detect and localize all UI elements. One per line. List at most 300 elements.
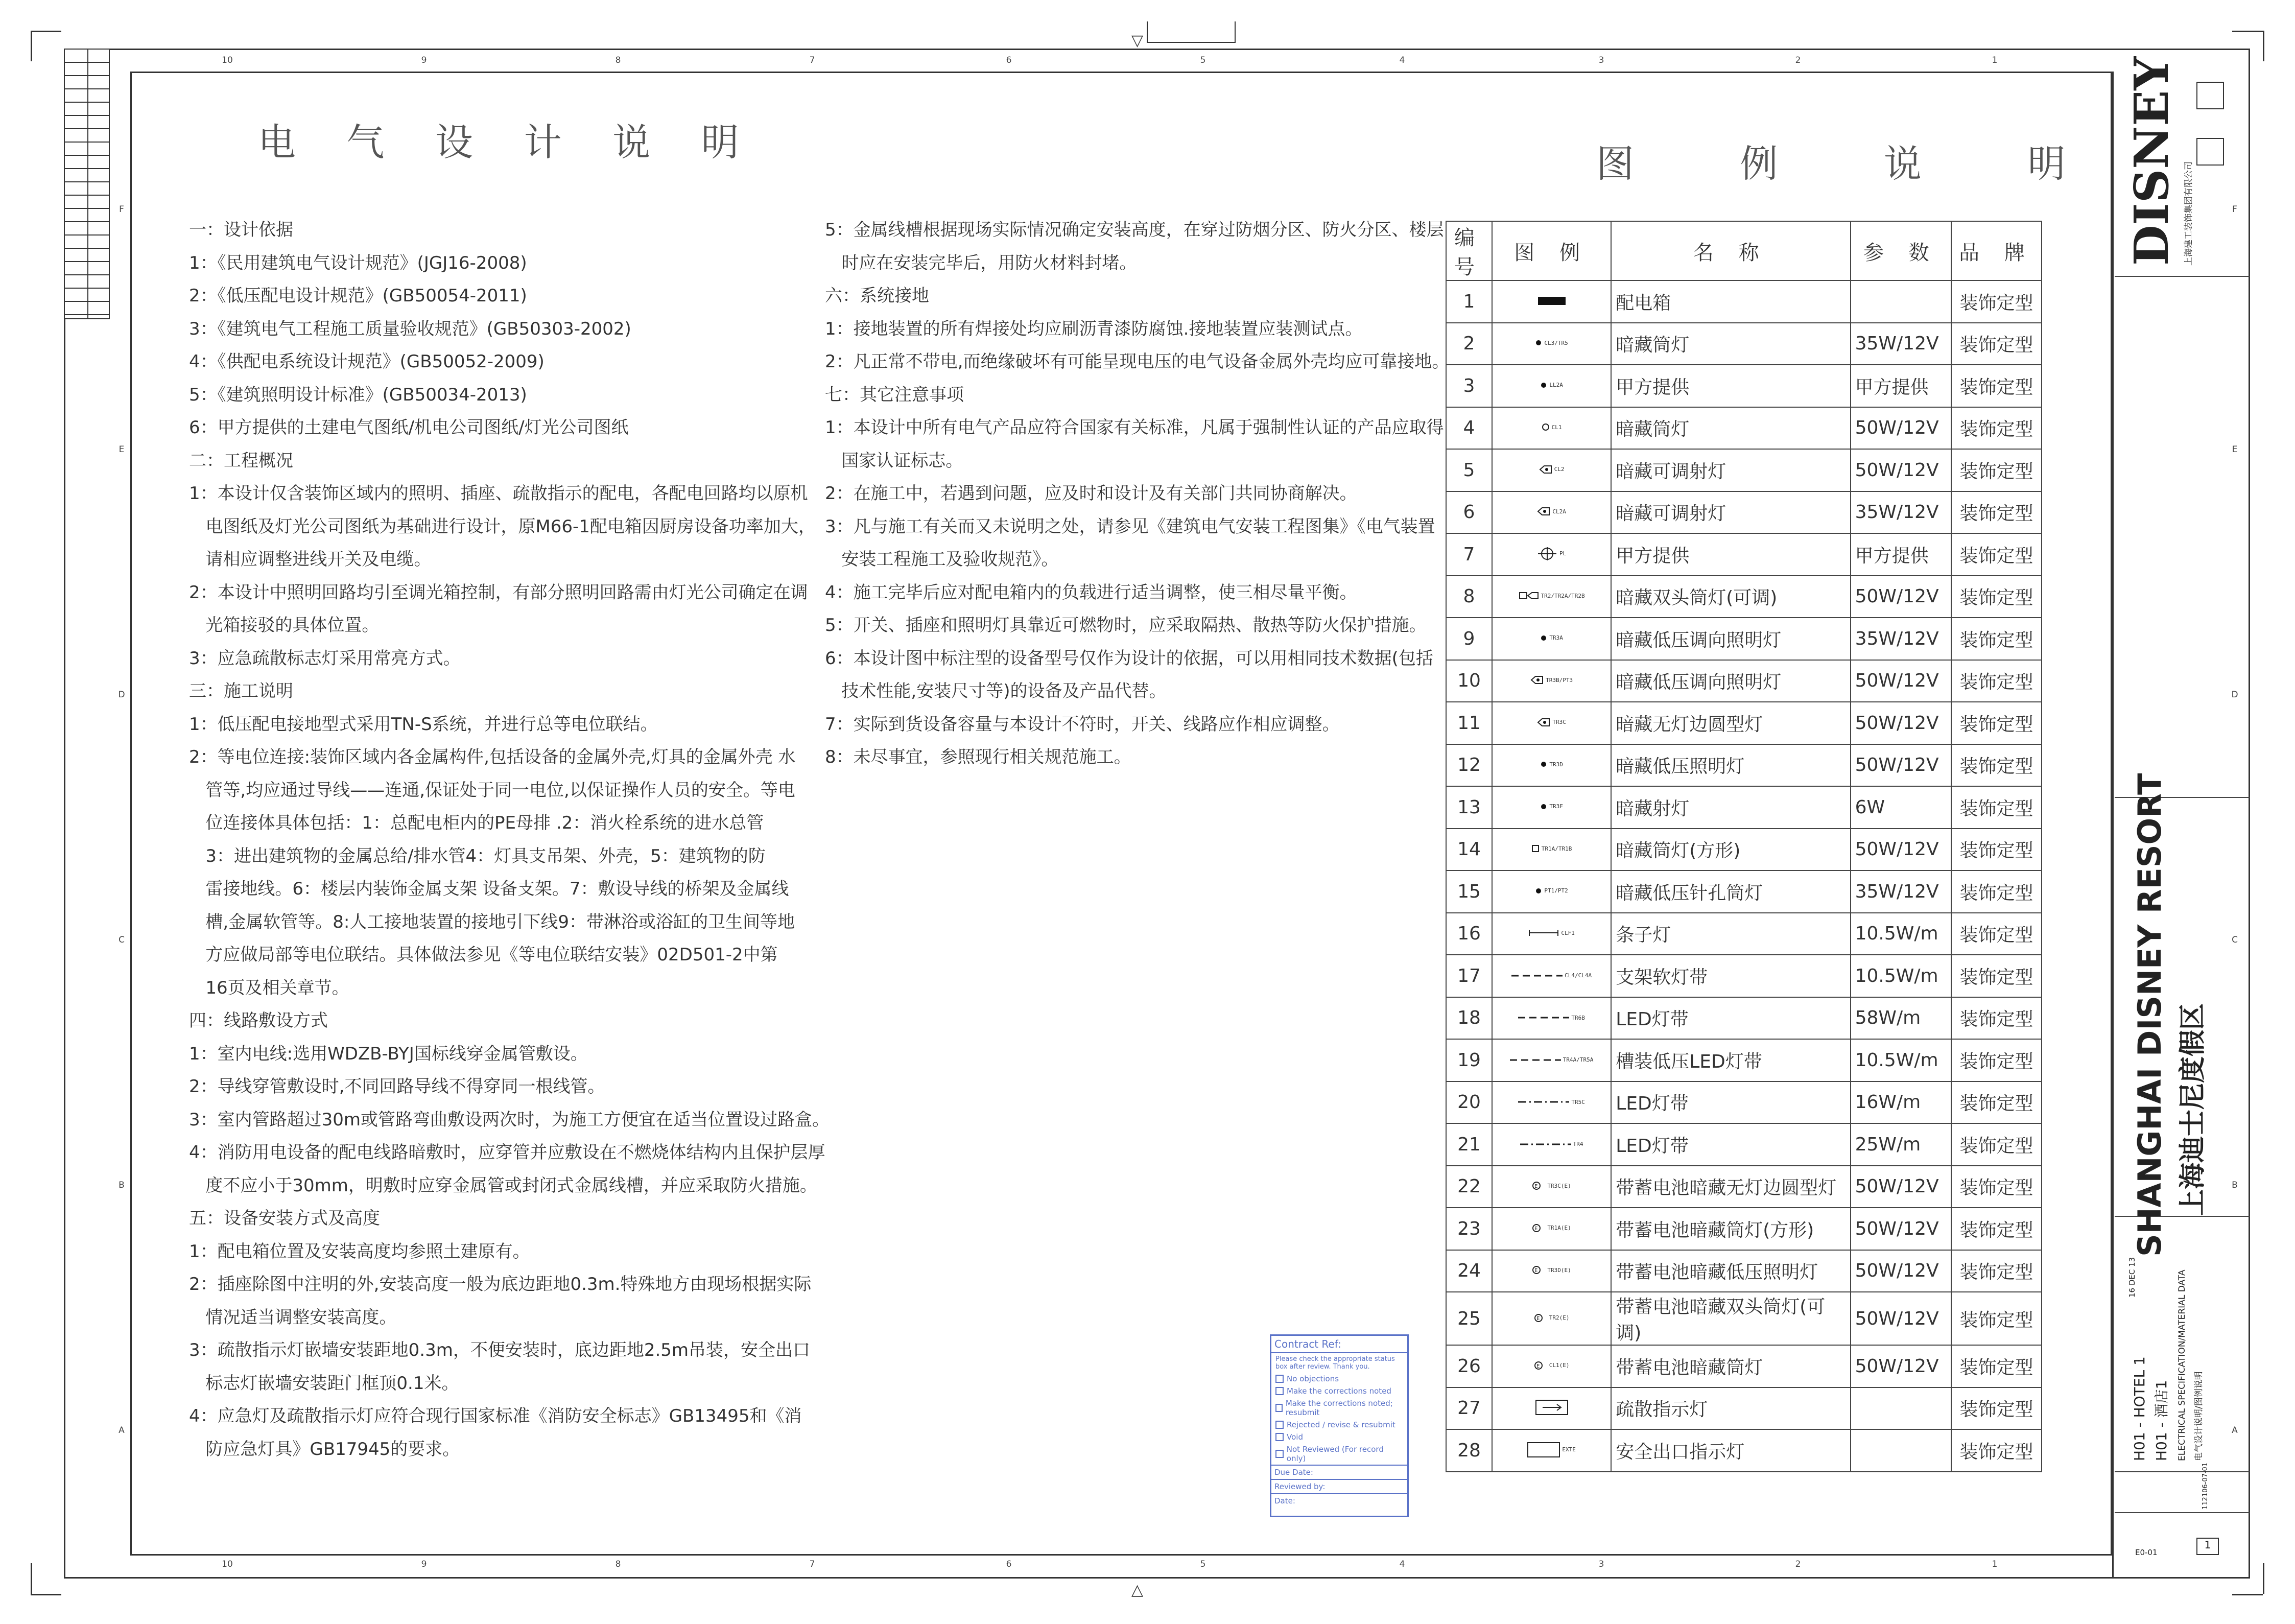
grid-row-label: E [119,444,125,455]
symbol-code: TR5C [1571,1098,1585,1105]
sheet-title-cn: 电气设计说明/图例说明 [2194,1371,2204,1461]
note-line: 位连接体具体包括：1：总配电柜内的PE母排 .2：消火栓系统的进水总管 [189,813,764,833]
grid-row-label: C [119,935,125,945]
stamp-option-label: Not Reviewed (For record only) [1286,1445,1384,1463]
legend-number: 3 [1446,365,1492,407]
resort-name-en: SHANGHAI DISNEY RESORT [2131,773,2168,1257]
note-line: 3：进出建筑物的金属总给/排水管4：灯具支吊架、外壳，5：建筑物的防 [189,845,766,866]
legend-row [1446,1208,2042,1250]
grid-column-label: 8 [615,1559,621,1569]
legend-brand: 装饰定型 [1951,280,2042,323]
legend-symbol [1492,533,1611,576]
legend-brand: 装饰定型 [1951,1123,2042,1166]
note-line: 5：开关、插座和照明灯具靠近可燃物时，应采取隔热、散热等防火保护措施。 [825,615,1427,636]
legend-number: 28 [1446,1429,1492,1472]
legend-param: 50W/12V [1851,1250,1951,1292]
legend-number: 17 [1446,955,1492,997]
legend-row [1446,997,2042,1040]
symbol-code: TR3C [1552,719,1566,726]
header-no: 编号 [1446,221,1492,280]
disney-logo: DISNEY [2124,56,2179,266]
legend-row [1446,1292,2042,1345]
legend-symbol [1492,913,1611,955]
stamp-option[interactable] [1271,1397,1407,1419]
note-line: 国家认证标志。 [825,450,963,471]
legend-symbol [1492,1429,1611,1472]
note-line: 4：消防用电设备的配电线路暗敷时，应穿管并应敷设在不燃烧体结构内且保护层厚 [189,1142,825,1163]
note-line: 槽,金属软管等。8:人工接地装置的接地引下线9：带淋浴或浴缸的卫生间等地 [189,911,795,932]
symbol-code: CL1 [1551,423,1562,431]
legend-name: 带蓄电池暗藏筒灯 [1611,1345,1850,1387]
legend-name: 带蓄电池暗藏双头筒灯(可调) [1611,1292,1850,1345]
legend-number: 14 [1446,829,1492,871]
adjustable-spotlight-icon [1530,675,1573,685]
grid-column-label: 8 [615,55,621,65]
note-line: 1：本设计仅含装饰区域内的照明、插座、疏散指示的配电，各配电回路均以原机 [189,483,808,504]
legend-symbol [1492,1387,1611,1430]
grid-column-label: 3 [1598,1559,1604,1569]
legend-brand: 装饰定型 [1951,491,2042,534]
grid-row-label: B [119,1180,125,1190]
note-line: 3：室内管路超过30m或管路弯曲敷设两次时，为施工方便宜在适当位置设过路盒。 [189,1109,830,1130]
led-strip-icon [1510,1056,1594,1063]
svg-text:E: E [1534,1184,1538,1190]
symbol-code: TR1A(E) [1547,1225,1571,1232]
legend-row [1446,491,2042,534]
legend-name: 暗藏筒灯 [1611,407,1850,450]
legend-number: 15 [1446,870,1492,913]
stamp-option[interactable] [1271,1385,1407,1397]
legend-param: 50W/12V [1851,576,1951,618]
legend-number: 16 [1446,913,1492,955]
crop-mark [31,1594,61,1595]
stamp-option[interactable] [1271,1443,1407,1465]
legend-param [1851,280,1951,323]
legend-symbol [1492,702,1611,744]
legend-brand: 装饰定型 [1951,1387,2042,1430]
header-symbol: 图 例 [1492,221,1611,280]
crop-mark [2232,1594,2263,1595]
legend-brand: 装饰定型 [1951,1208,2042,1250]
checkbox[interactable] [1275,1387,1284,1395]
stamp-footer-field: Date: [1271,1493,1407,1508]
stamp-footer-field: Reviewed by: [1271,1479,1407,1493]
grid-column-label: 7 [809,1559,815,1569]
legend-param: 50W/12V [1851,407,1951,450]
legend-brand: 装饰定型 [1951,449,2042,491]
adjustable-spotlight-icon [1539,465,1565,474]
legend-number: 20 [1446,1081,1492,1124]
symbol-code: TR2(E) [1549,1314,1570,1321]
symbol-code: TR3A [1549,634,1563,642]
legend-param: 35W/12V [1851,870,1951,913]
grid-row-label: F [2232,204,2237,215]
note-line: 方应做局部等电位联结。具体做法参见《等电位联结安装》02D501-2中第 [189,945,778,965]
symbol-code: TR2/TR2A/TR2B [1541,592,1585,599]
legend-brand: 装饰定型 [1951,829,2042,871]
emergency-light-icon [1532,1181,1571,1190]
legend-number: 18 [1446,997,1492,1040]
emergency-light-icon [1534,1361,1570,1370]
legend-symbol [1492,407,1611,450]
project-name: H01 - HOTEL 1 [2131,1356,2148,1461]
company-name: 上海建工装饰集团有限公司 [2184,161,2194,266]
stamp-option-label: No objections [1287,1374,1339,1383]
note-line: 5：金属线槽根据现场实际情况确定安装高度，在穿过防烟分区、防火分区、楼层 [825,220,1444,240]
legend-number: 25 [1446,1292,1492,1345]
symbol-code: TR6B [1571,1014,1585,1021]
symbol-code: PT1/PT2 [1544,887,1568,895]
note-line: 6：甲方提供的土建电气图纸/机电公司图纸/灯光公司图纸 [189,417,629,438]
double-head-light-icon [1519,591,1585,600]
legend-number: 13 [1446,786,1492,829]
downlight-icon [1540,634,1563,642]
legend-param: 甲方提供 [1851,365,1951,407]
symbol-code: TR3F [1549,803,1563,810]
svg-text:E: E [1536,1363,1540,1369]
legend-name: 带蓄电池暗藏无灯边圆型灯 [1611,1166,1850,1208]
emergency-light-icon [1532,1223,1571,1233]
legend-symbol [1492,365,1611,407]
legend-symbol [1492,955,1611,997]
grid-column-label: 10 [222,1559,233,1569]
resort-name-cn: 上海迪士尼度假区 [2178,1003,2208,1216]
square-downlight-icon [1531,844,1572,853]
legend-title: 图 例 说 明 [1596,142,2113,186]
legend-name: 配电箱 [1611,280,1850,323]
led-strip-icon [1518,1015,1585,1021]
note-line: 管等,均应通过导线——连通,保证处于同一电位,以保证操作人员的安全。等电 [189,780,795,801]
legend-symbol [1492,829,1611,871]
grid-row-label: D [118,690,125,700]
grid-column-label: 6 [1006,1559,1012,1569]
legend-row [1446,323,2042,365]
legend-brand: 装饰定型 [1951,786,2042,829]
note-line: 2：在施工中，若遇到问题，应及时和设计及有关部门共同协商解决。 [825,483,1357,504]
note-line: 六：系统接地 [825,286,929,306]
note-line: 五：设备安装方式及高度 [189,1208,380,1229]
legend-param: 50W/12V [1851,1292,1951,1345]
note-line: 安装工程施工及验收规范》。 [825,549,1059,570]
legend-name: LED灯带 [1611,997,1850,1040]
project-number: 112106-07-01 [2202,1462,2209,1510]
legend-param: 10.5W/m [1851,1039,1951,1081]
company-logo-icon [2196,82,2224,109]
legend-name: 暗藏低压调向照明灯 [1611,660,1850,702]
legend-row [1446,955,2042,997]
legend-symbol [1492,1292,1611,1345]
checkbox[interactable] [1275,1450,1284,1458]
note-line: 8：未尽事宜，参照现行相关规范施工。 [825,747,1131,767]
legend-name: 槽装低压LED灯带 [1611,1039,1850,1081]
symbol-code: TR3D(E) [1547,1266,1571,1274]
ring-downlight-icon [1542,423,1562,431]
grid-column-label: 4 [1399,55,1405,65]
legend-param: 50W/12V [1851,1166,1951,1208]
legend-symbol [1492,280,1611,323]
legend-name: 安全出口指示灯 [1611,1429,1850,1472]
legend-symbol [1492,1081,1611,1124]
legend-number: 8 [1446,576,1492,618]
legend-name: 暗藏射灯 [1611,786,1850,829]
divider [2115,1471,2250,1472]
legend-param: 50W/12V [1851,829,1951,871]
center-mark-top: ▽ [1131,32,1144,50]
legend-name: 暗藏低压调向照明灯 [1611,618,1850,660]
grid-row-label: A [119,1425,125,1435]
legend-param: 50W/12V [1851,449,1951,491]
legend-row [1446,786,2042,829]
stamp-option[interactable] [1271,1373,1407,1385]
symbol-code: TR4 [1573,1141,1583,1147]
note-line: 防应急灯具》GB17945的要求。 [189,1439,460,1460]
note-line: 3：应急疏散标志灯采用常亮方式。 [189,648,461,669]
note-line: 二：工程概况 [189,450,293,471]
legend-row [1446,533,2042,576]
symbol-code: LL2A [1549,382,1563,389]
legend-param: 50W/12V [1851,660,1951,702]
grid-column-label: 9 [421,1559,427,1569]
legend-brand: 装饰定型 [1951,533,2042,576]
legend-number: 27 [1446,1387,1492,1430]
legend-name: 暗藏低压照明灯 [1611,744,1850,787]
legend-number: 22 [1446,1166,1492,1208]
legend-symbol [1492,1208,1611,1250]
downlight-icon [1540,761,1563,768]
note-line: 1：低压配电接地型式采用TN-S系统，并进行总等电位联结。 [189,714,658,735]
note-line: 标志灯嵌墙安装距门框顶0.1米。 [189,1373,459,1394]
symbol-code: TR3D [1549,761,1563,768]
note-line: 技术性能,安装尺寸等)的设备及产品代替。 [825,681,1167,701]
legend-symbol [1492,660,1611,702]
svg-text:E: E [1534,1268,1538,1274]
symbol-code: CL4/CL4A [1565,972,1592,979]
emergency-light-icon [1534,1313,1570,1323]
legend-symbol [1492,1345,1611,1387]
checkbox[interactable] [1275,1433,1284,1441]
stamp-option-label: Void [1287,1432,1303,1442]
grid-column-label: 2 [1795,1559,1801,1569]
note-line: 度不应小于30mm，明敷时应穿金属管或封闭式金属线槽，并应采取防火措施。 [189,1175,817,1196]
exit-sign-icon [1527,1442,1576,1457]
note-line: 2：等电位连接:装饰区域内各金属构件,包括设备的金属外壳,灯具的金属外壳 水 [189,747,796,767]
checkbox[interactable] [1275,1375,1284,1383]
stamp-title: Contract Ref: [1271,1336,1407,1353]
revision-number: 1 [2196,1538,2219,1555]
legend-name: 甲方提供 [1611,533,1850,576]
crop-mark [31,31,32,61]
grid-column-label: 3 [1598,55,1604,65]
legend-name: 带蓄电池暗藏低压照明灯 [1611,1250,1850,1292]
legend-row [1446,1081,2042,1124]
legend-brand: 装饰定型 [1951,576,2042,618]
symbol-code: CL1(E) [1549,1362,1570,1369]
legend-row [1446,660,2042,702]
legend-row [1446,365,2042,407]
project-name-cn: H01 - 酒店1 [2153,1380,2170,1461]
design-notes-right [825,214,1449,774]
legend-row [1446,1039,2042,1081]
legend-symbol [1492,1039,1611,1081]
legend-brand: 装饰定型 [1951,365,2042,407]
legend-row [1446,449,2042,491]
legend-number: 12 [1446,744,1492,787]
legend-param: 16W/m [1851,1081,1951,1124]
note-line: 请相应调整进线开关及电缆。 [189,549,432,570]
legend-brand: 装饰定型 [1951,997,2042,1040]
legend-number: 1 [1446,280,1492,323]
revision-strip [64,49,110,319]
grid-row-label: B [2232,1180,2238,1190]
grid-column-label: 5 [1200,1559,1206,1569]
crop-mark [31,1563,32,1594]
checkbox[interactable] [1275,1404,1283,1412]
legend-name: 暗藏筒灯(方形) [1611,829,1850,871]
legend-param: 58W/m [1851,997,1951,1040]
symbol-code: TR3B/PT3 [1546,676,1573,684]
brand-block [2120,56,2247,276]
header-brand: 品 牌 [1951,221,2042,280]
legend-row [1446,576,2042,618]
note-line: 电图纸及灯光公司图纸为基础进行设计，原M66-1配电箱因厨房设备功率加大， [189,516,816,537]
legend-name: 暗藏筒灯 [1611,323,1850,365]
legend-symbol [1492,576,1611,618]
stamp-option-label: Make the corrections noted; resubmit [1285,1399,1393,1417]
grid-column-label: 6 [1006,55,1012,65]
pendant-light-icon [1537,546,1566,561]
grid-column-label: 7 [809,55,815,65]
legend-brand: 装饰定型 [1951,1345,2042,1387]
legend-symbol [1492,1123,1611,1166]
legend-brand: 装饰定型 [1951,1429,2042,1472]
legend-param: 10.5W/m [1851,913,1951,955]
legend-symbol [1492,618,1611,660]
symbol-code: CL2A [1552,508,1566,515]
legend-brand: 装饰定型 [1951,1081,2042,1124]
issue-date: 16 DEC 13 [2127,1257,2137,1298]
note-line: 雷接地线。6：楼层内装饰金属支架 设备支架。7：敷设导线的桥架及金属线 [189,879,789,899]
legend-param: 35W/12V [1851,323,1951,365]
legend-row [1446,1345,2042,1387]
svg-text:E: E [1536,1315,1540,1322]
legend-symbol [1492,323,1611,365]
grid-column-label: 1 [1992,1559,1998,1569]
evacuation-sign-icon [1535,1400,1568,1415]
note-line: 6：本设计图中标注型的设备型号仅作为设计的依据，可以用相同技术数据(包括 [825,648,1433,669]
legend-number: 23 [1446,1208,1492,1250]
adjustable-spotlight-icon [1537,507,1566,516]
note-line: 四：线路敷设方式 [189,1010,328,1031]
symbol-code: PL [1559,550,1567,557]
legend-brand: 装饰定型 [1951,1039,2042,1081]
sheet-title: ELECTRICAL SPECIFICATION/MATERIAL DATA [2177,1269,2187,1461]
grid-row-label: F [119,204,124,215]
note-line: 2：凡正常不带电,而绝缘破坏有可能呈现电压的电气设备金属外壳均应可靠接地。 [825,351,1450,372]
grid-column-label: 1 [1992,55,1998,65]
header-name: 名 称 [1611,221,1850,280]
note-line: 2：《低压配电设计规范》(GB50054-2011) [189,286,527,306]
symbol-code: TR3C(E) [1547,1182,1571,1189]
legend-number: 5 [1446,449,1492,491]
legend-row [1446,702,2042,744]
page-title: 电 气 设 计 说 明 [258,121,759,164]
contract-review-stamp [1270,1334,1409,1517]
stamp-option[interactable] [1271,1431,1407,1443]
legend-number: 19 [1446,1039,1492,1081]
legend-name: 疏散指示灯 [1611,1387,1850,1430]
symbol-code: TR1A/TR1B [1541,845,1572,852]
legend-param: 50W/12V [1851,702,1951,744]
legend-brand: 装饰定型 [1951,618,2042,660]
grid-row-label: C [2232,935,2238,945]
note-line: 1：本设计中所有电气产品应符合国家有关标准，凡属于强制性认证的产品应取得 [825,417,1444,438]
legend-number: 6 [1446,491,1492,534]
legend-name: LED灯带 [1611,1081,1850,1124]
symbol-code: TR4A/TR5A [1563,1056,1594,1063]
crop-mark [2263,1563,2264,1594]
design-notes-left [189,214,830,1466]
legend-param [1851,1387,1951,1430]
symbol-code: CL3/TR5 [1544,339,1568,346]
legend-param: 35W/12V [1851,618,1951,660]
legend-symbol [1492,997,1611,1040]
checkbox[interactable] [1275,1421,1284,1429]
legend-name: LED灯带 [1611,1123,1850,1166]
note-line: 1：接地装置的所有焊接处均应刷沥青漆防腐蚀.接地装置应装测试点。 [825,318,1363,339]
note-line: 3：凡与施工有关而又未说明之处，请参见《建筑电气安装工程图集》《电气装置 [825,516,1435,537]
grid-column-label: 2 [1795,55,1801,65]
note-line: 七：其它注意事项 [825,384,964,405]
legend-brand: 装饰定型 [1951,702,2042,744]
legend-brand: 装饰定型 [1951,1166,2042,1208]
crop-mark [31,31,61,32]
legend-row [1446,407,2042,450]
legend-brand: 装饰定型 [1951,870,2042,913]
downlight-icon [1535,887,1568,895]
legend-number: 11 [1446,702,1492,744]
led-strip-icon [1511,972,1592,979]
strip-light-icon [1528,929,1575,937]
note-line: 7：实际到货设备容量与本设计不符时，开关、线路应作相应调整。 [825,714,1340,735]
note-line: 情况适当调整安装高度。 [189,1307,397,1328]
note-line: 3：《建筑电气工程施工质量验收规范》(GB50303-2002) [189,318,631,339]
legend-name: 条子灯 [1611,913,1850,955]
register-bracket [1147,21,1236,43]
note-line: 5：《建筑照明设计标准》(GB50034-2013) [189,384,527,405]
grid-column-label: 9 [421,55,427,65]
legend-number: 24 [1446,1250,1492,1292]
divider [2115,276,2250,277]
legend-number: 10 [1446,660,1492,702]
legend-row [1446,280,2042,323]
legend-name: 暗藏双头筒灯(可调) [1611,576,1850,618]
note-line: 4：应急灯及疏散指示灯应符合现行国家标准《消防安全标志》GB13495和《消 [189,1406,802,1426]
legend-number: 26 [1446,1345,1492,1387]
legend-name: 暗藏可调射灯 [1611,491,1850,534]
crop-mark [2263,31,2264,61]
legend-param: 50W/12V [1851,1208,1951,1250]
stamp-option[interactable] [1271,1419,1407,1431]
note-line: 3：疏散指示灯嵌墙安装距地0.3m，不便安装时，底边距地2.5m吊装，安全出口 [189,1340,811,1360]
legend-row [1446,1123,2042,1166]
symbol-code: CLF1 [1561,929,1575,936]
legend-symbol [1492,491,1611,534]
note-line: 4：施工完毕后应对配电箱内的负载进行适当调整，使三相尽量平衡。 [825,582,1357,603]
legend-row [1446,1250,2042,1292]
legend-param: 25W/m [1851,1123,1951,1166]
legend-param [1851,1429,1951,1472]
legend-brand: 装饰定型 [1951,744,2042,787]
